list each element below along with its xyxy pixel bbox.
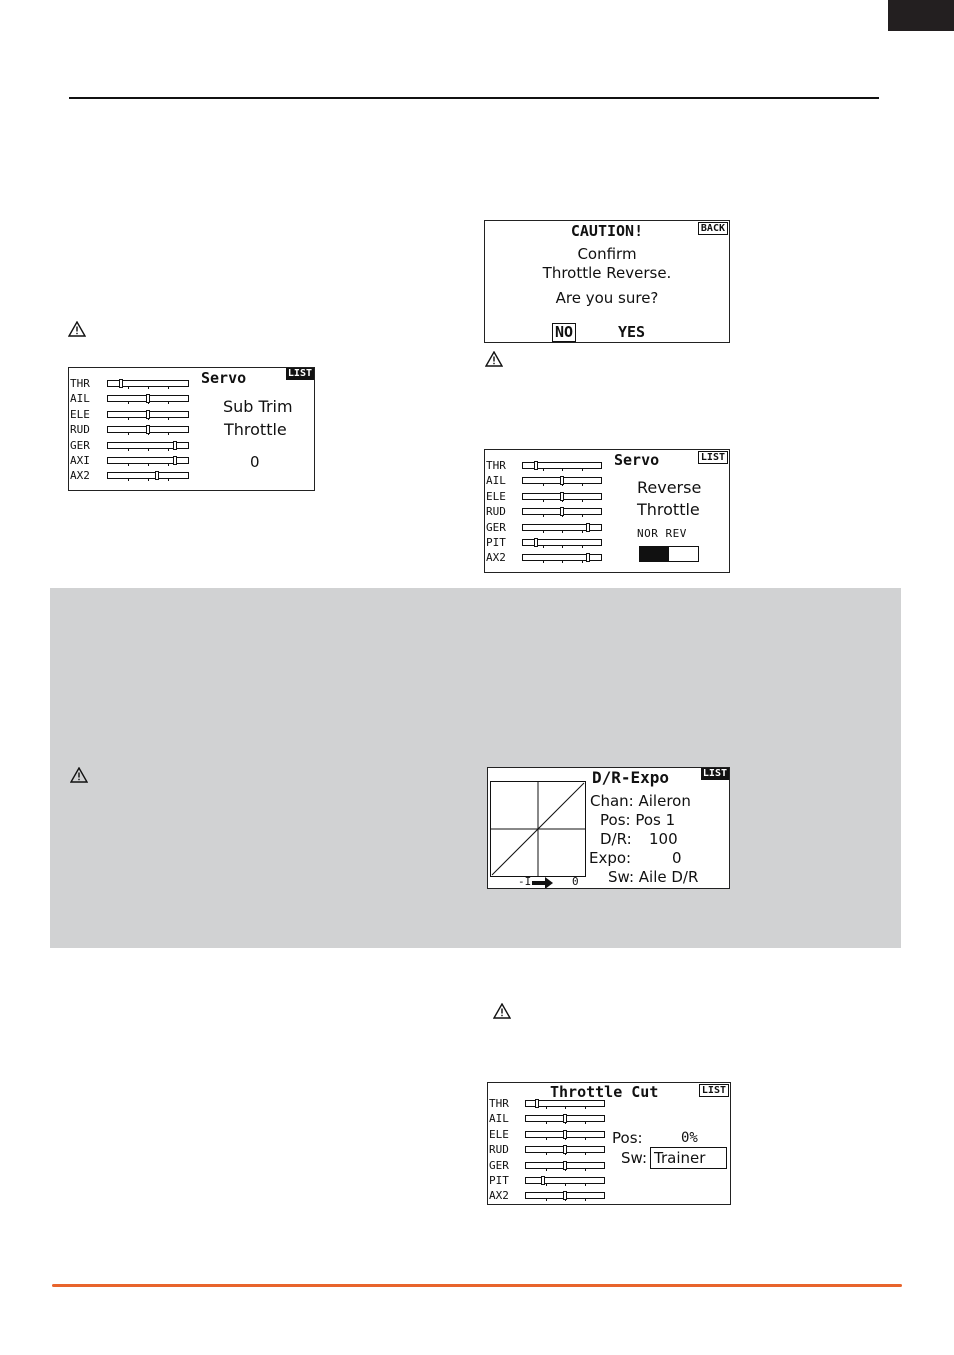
channel-position-marker — [563, 1114, 567, 1123]
channel-row — [70, 392, 195, 407]
no-button[interactable]: NO — [552, 323, 576, 342]
channel-bar — [107, 411, 189, 418]
bar-tick — [582, 500, 583, 502]
bar-tick — [543, 500, 544, 502]
channel-label: GER — [486, 520, 506, 534]
channel-bars — [486, 459, 602, 567]
bar-tick — [168, 464, 169, 466]
bar-tick — [562, 469, 563, 471]
bar-tick — [543, 484, 544, 486]
channel-position-marker — [563, 1130, 567, 1139]
bar-tick — [128, 433, 129, 435]
arrow-right-icon — [532, 881, 546, 885]
bar-tick — [562, 531, 563, 533]
channel-label: AIL — [489, 1112, 509, 1126]
bar-tick — [546, 1138, 547, 1140]
channel-position-marker — [155, 471, 159, 480]
channel-label: AXI — [70, 453, 90, 467]
channel-bars — [489, 1097, 605, 1205]
switch-value[interactable]: Sw: Aile D/R — [608, 868, 699, 886]
channel-bar — [522, 539, 602, 546]
switch-select[interactable]: Trainer — [650, 1147, 727, 1169]
list-badge[interactable]: LIST — [702, 768, 727, 779]
channel-bar — [525, 1177, 605, 1184]
bar-tick — [168, 479, 169, 481]
dr-value[interactable]: 100 — [649, 830, 678, 848]
channel-position-marker — [560, 507, 564, 516]
channel-row — [486, 551, 602, 566]
channel-label: PIT — [489, 1173, 509, 1187]
channel-position-marker — [534, 461, 538, 470]
bar-tick — [148, 387, 149, 389]
bar-tick — [148, 464, 149, 466]
channel-label: AX2 — [489, 1189, 509, 1203]
channel-row — [489, 1112, 605, 1127]
channel-row — [489, 1159, 605, 1174]
screen-title: D/R-Expo — [592, 768, 670, 787]
channel-bar — [525, 1146, 605, 1153]
toggle-fill — [640, 547, 669, 561]
bar-tick — [128, 464, 129, 466]
bar-tick — [582, 561, 583, 563]
channel-position-marker — [146, 394, 150, 403]
channel-position-marker — [173, 456, 177, 465]
shaded-section — [50, 588, 901, 948]
bar-tick — [585, 1153, 586, 1155]
channel-row — [486, 490, 602, 505]
bar-tick — [543, 469, 544, 471]
channel-position-marker — [560, 476, 564, 485]
bar-tick — [562, 561, 563, 563]
caution-title: CAUTION! — [570, 222, 644, 240]
screen-line-2: Throttle — [224, 420, 287, 439]
bar-tick — [168, 433, 169, 435]
channel-bar — [107, 395, 189, 402]
channel-row — [489, 1143, 605, 1158]
caution-line-2: Throttle Reverse. — [542, 264, 672, 282]
channel-bar — [107, 380, 189, 387]
bar-tick — [546, 1107, 547, 1109]
channel-row — [489, 1189, 605, 1204]
bar-tick — [148, 479, 149, 481]
bar-tick — [543, 561, 544, 563]
channel-position-marker — [563, 1145, 567, 1154]
bar-tick — [546, 1122, 547, 1124]
channel-label: RUD — [486, 505, 506, 519]
list-badge[interactable]: LIST — [698, 451, 728, 464]
dr-label: D/R: — [600, 830, 632, 848]
pos-label: Pos: — [612, 1129, 643, 1147]
channel-row — [486, 521, 602, 536]
bar-tick — [546, 1184, 547, 1186]
channel-label: ELE — [486, 489, 506, 503]
bar-tick — [168, 418, 169, 420]
bar-tick — [582, 546, 583, 548]
warning-icon — [68, 321, 86, 337]
channel-position-marker — [541, 1176, 545, 1185]
bar-tick — [128, 449, 129, 451]
back-button[interactable]: BACK — [698, 222, 728, 235]
channel-label: AIL — [70, 392, 90, 406]
channel-row — [486, 474, 602, 489]
channel-label: ELE — [70, 407, 90, 421]
channel-row — [486, 459, 602, 474]
expo-curve-graph — [490, 781, 586, 877]
list-badge[interactable]: LIST — [287, 368, 312, 379]
channel-row — [486, 536, 602, 551]
bar-tick — [562, 546, 563, 548]
channel-bar — [522, 508, 602, 515]
bar-tick — [543, 546, 544, 548]
channel-row — [70, 454, 195, 469]
bar-tick — [543, 515, 544, 517]
channel-bar — [107, 472, 189, 479]
channel-bar — [525, 1162, 605, 1169]
channel-label: GER — [489, 1158, 509, 1172]
channel-row — [489, 1174, 605, 1189]
servo-subtrim-screen — [68, 367, 315, 491]
warning-icon — [485, 351, 503, 367]
channel-label: RUD — [489, 1143, 509, 1157]
bar-tick — [168, 387, 169, 389]
arrow-right-icon — [545, 877, 553, 889]
channel-position-marker — [534, 538, 538, 547]
channel-bar — [525, 1115, 605, 1122]
channel-position-marker — [586, 553, 590, 562]
channel-bars — [70, 377, 195, 485]
channel-bar — [522, 554, 602, 561]
channel-position-marker — [560, 492, 564, 501]
channel-row — [486, 505, 602, 520]
nor-rev-label: NOR REV — [637, 527, 687, 540]
bar-tick — [585, 1107, 586, 1109]
bar-tick — [148, 449, 149, 451]
reverse-toggle[interactable] — [639, 546, 699, 562]
channel-bar — [525, 1192, 605, 1199]
channel-row — [70, 408, 195, 423]
caution-line-1: Confirm — [577, 245, 637, 263]
channel-bar — [107, 442, 189, 449]
switch-label: Sw: — [621, 1149, 648, 1167]
throttle-cut-screen — [487, 1082, 731, 1205]
channel-bar — [525, 1100, 605, 1107]
bar-tick — [585, 1184, 586, 1186]
warning-icon — [70, 767, 88, 783]
channel-label: PIT — [486, 535, 506, 549]
bar-tick — [168, 402, 169, 404]
pos-value[interactable]: 0% — [681, 1130, 698, 1146]
caution-line-3: Are you sure? — [555, 289, 659, 307]
bar-tick — [565, 1107, 566, 1109]
bar-tick — [546, 1153, 547, 1155]
channel-position-marker — [173, 441, 177, 450]
channel-row — [489, 1128, 605, 1143]
footer-rule — [52, 1284, 902, 1287]
channel-position-marker — [563, 1191, 567, 1200]
channel-label: RUD — [70, 423, 90, 437]
screen-title: Servo — [201, 369, 247, 387]
bar-tick — [582, 531, 583, 533]
bar-tick — [128, 479, 129, 481]
subtrim-value: 0 — [250, 453, 260, 471]
bar-tick — [585, 1138, 586, 1140]
page-corner-tab — [888, 0, 954, 31]
position-value[interactable]: Pos: Pos 1 — [600, 811, 676, 829]
bar-tick — [128, 402, 129, 404]
bar-tick — [128, 387, 129, 389]
bar-tick — [543, 531, 544, 533]
channel-label: ELE — [489, 1127, 509, 1141]
bar-tick — [128, 418, 129, 420]
channel-row — [70, 469, 195, 484]
yes-button[interactable]: YES — [618, 323, 646, 341]
warning-icon — [493, 1003, 511, 1019]
caution-screen — [484, 220, 730, 343]
screen-title: Servo — [614, 451, 660, 469]
expo-value[interactable]: 0 — [672, 849, 682, 867]
channel-position-marker — [146, 425, 150, 434]
bar-tick — [585, 1169, 586, 1171]
list-badge[interactable]: LIST — [699, 1084, 729, 1097]
channel-bar — [522, 462, 602, 469]
header-rule — [69, 97, 879, 99]
channel-value[interactable]: Chan: Aileron — [590, 792, 691, 810]
channel-position-marker — [119, 379, 123, 388]
servo-reverse-screen — [484, 449, 730, 573]
drexpo-screen — [487, 767, 730, 889]
bar-tick — [582, 484, 583, 486]
axis-left-label: -I — [518, 875, 532, 888]
bar-tick — [582, 515, 583, 517]
channel-bar — [525, 1131, 605, 1138]
expo-label: Expo: — [589, 849, 632, 867]
screen-line-2: Throttle — [637, 500, 700, 519]
channel-row — [70, 377, 195, 392]
bar-tick — [565, 1184, 566, 1186]
channel-label: THR — [486, 459, 506, 472]
channel-label: GER — [70, 438, 90, 452]
screen-title: Throttle Cut — [550, 1083, 659, 1101]
channel-label: AX2 — [486, 551, 506, 565]
channel-label: THR — [489, 1097, 509, 1110]
channel-row — [70, 439, 195, 454]
screen-line-1: Reverse — [637, 478, 702, 497]
bar-tick — [585, 1199, 586, 1201]
bar-tick — [168, 449, 169, 451]
channel-bar — [522, 493, 602, 500]
channel-position-marker — [535, 1099, 539, 1108]
channel-row — [70, 423, 195, 438]
bar-tick — [585, 1122, 586, 1124]
channel-position-marker — [586, 523, 590, 532]
bar-tick — [546, 1169, 547, 1171]
channel-label: THR — [70, 377, 90, 390]
channel-bar — [522, 524, 602, 531]
screen-line-1: Sub Trim — [223, 397, 293, 416]
channel-position-marker — [563, 1161, 567, 1170]
channel-bar — [522, 477, 602, 484]
axis-right-label: 0 — [572, 875, 579, 888]
channel-label: AX2 — [70, 469, 90, 483]
channel-bar — [107, 457, 189, 464]
bar-tick — [546, 1199, 547, 1201]
channel-bar — [107, 426, 189, 433]
bar-tick — [582, 469, 583, 471]
channel-label: AIL — [486, 474, 506, 488]
channel-position-marker — [146, 410, 150, 419]
